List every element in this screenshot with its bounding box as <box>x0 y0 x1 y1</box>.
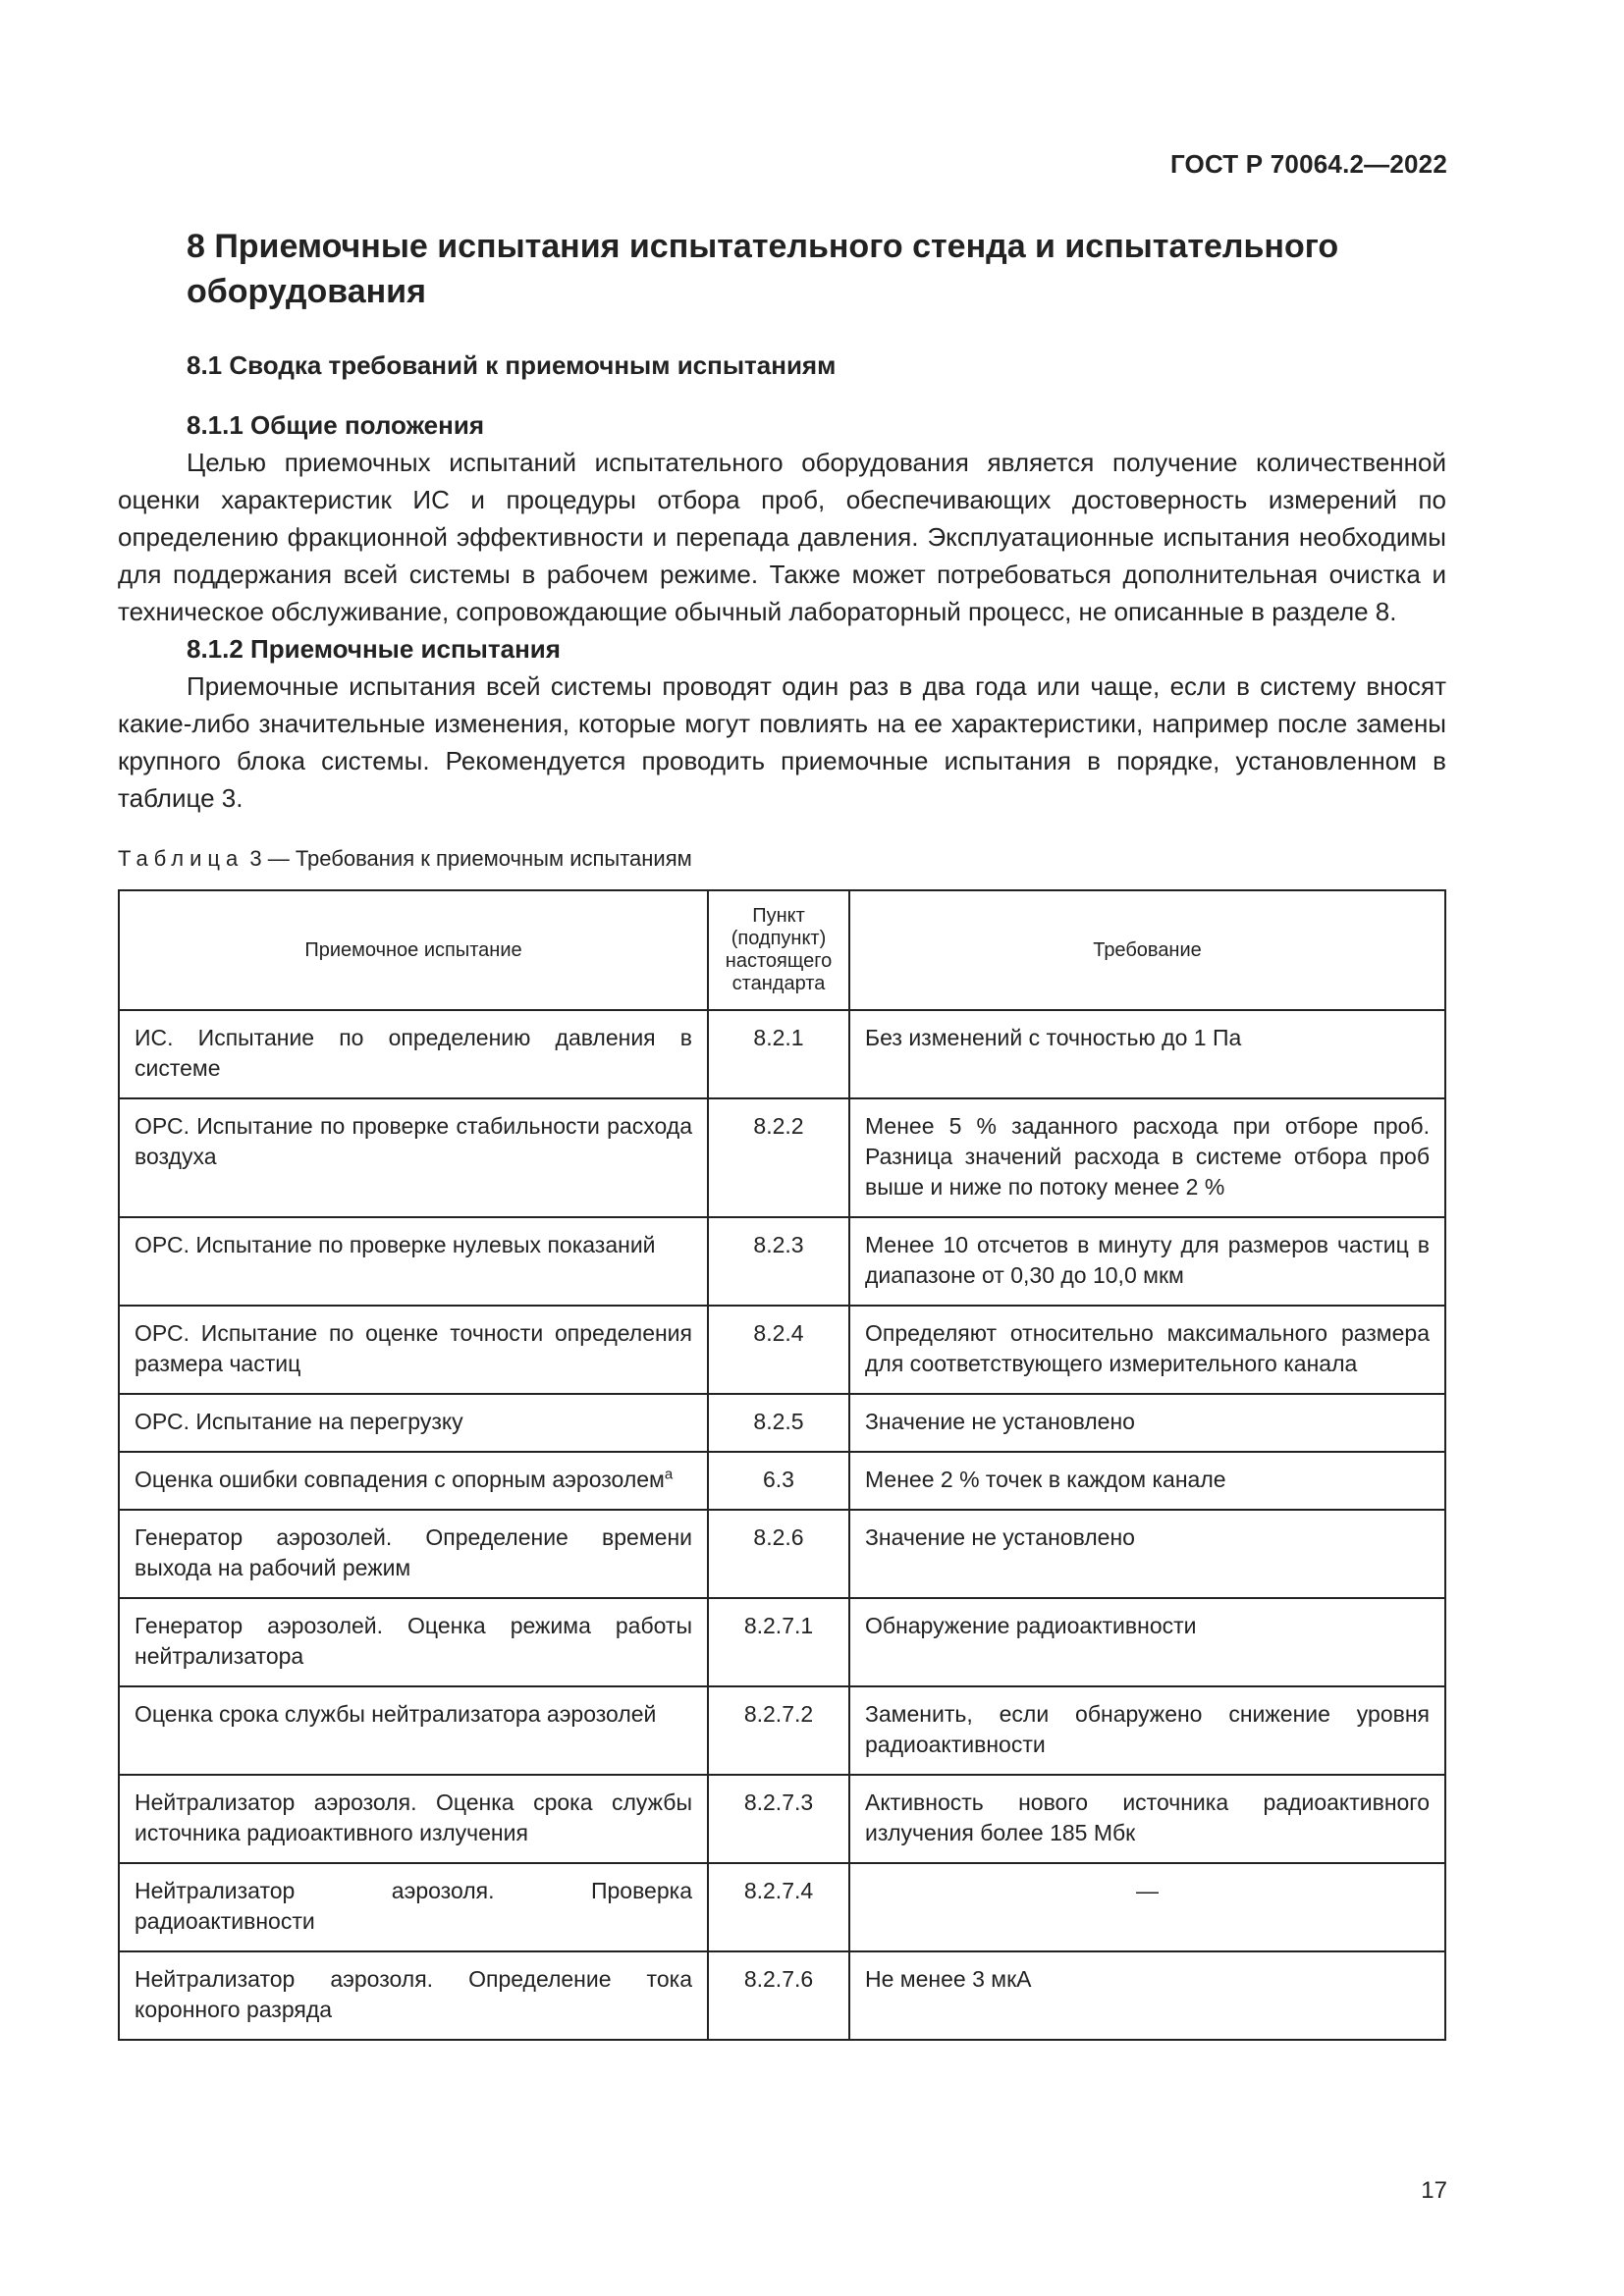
cell-requirement: Значение не установлено <box>849 1510 1445 1598</box>
cell-requirement: Менее 5 % заданного расхода при отборе проб. Разница значений расхода в системе отбора проб выше и ниже по потоку менее 2 % <box>849 1098 1445 1217</box>
table-row <box>119 1394 1445 1452</box>
cell-test-text: Оценка ошибки совпадения с опорным аэрозолем <box>135 1467 665 1492</box>
subsection-title: 8.1 Сводка требований к приемочным испытаниям <box>187 350 837 380</box>
table-row <box>119 1951 1445 2040</box>
cell-requirement: Менее 2 % точек в каждом канале <box>849 1452 1445 1510</box>
table-row <box>119 1686 1445 1775</box>
cell-test: Генератор аэрозолей. Определение времени выхода на рабочий режим <box>119 1510 708 1598</box>
cell-clause: 8.2.4 <box>708 1306 849 1394</box>
cell-requirement: Без изменений с точностью до 1 Па <box>849 1010 1445 1098</box>
cell-clause: 8.2.5 <box>708 1394 849 1452</box>
table-row <box>119 1452 1445 1510</box>
cell-clause: 8.2.7.1 <box>708 1598 849 1686</box>
cell-requirement: Обнаружение радиоактивности <box>849 1598 1445 1686</box>
cell-requirement: Активность нового источника радиоактивного излучения более 185 Мбк <box>849 1775 1445 1863</box>
header-requirement: Требование <box>849 890 1445 1010</box>
cell-clause: 8.2.6 <box>708 1510 849 1598</box>
page-number: 17 <box>1421 2177 1447 2204</box>
cell-clause: 8.2.7.2 <box>708 1686 849 1775</box>
cell-test: ОРС. Испытание по оценке точности определения размера частиц <box>119 1306 708 1394</box>
cell-test: Нейтрализатор аэрозоля. Определение тока коронного разряда <box>119 1951 708 2040</box>
table-header-row <box>119 890 1445 1010</box>
cell-test: ОРС. Испытание на перегрузку <box>119 1394 708 1452</box>
cell-test <box>119 1452 708 1510</box>
table-row <box>119 1306 1445 1394</box>
cell-requirement: — <box>849 1863 1445 1951</box>
cell-requirement: Определяют относительно максимального размера для соответствующего измерительного канала <box>849 1306 1445 1394</box>
cell-clause: 8.2.7.4 <box>708 1863 849 1951</box>
footnote-marker: а <box>664 1466 674 1483</box>
table-row <box>119 1598 1445 1686</box>
cell-test: ИС. Испытание по определению давления в системе <box>119 1010 708 1098</box>
cell-clause: 8.2.3 <box>708 1217 849 1306</box>
cell-clause: 8.2.2 <box>708 1098 849 1217</box>
header-test: Приемочное испытание <box>119 890 708 1010</box>
table-caption-text: 3 — Требования к приемочным испытаниям <box>244 846 692 871</box>
table-row <box>119 1217 1445 1306</box>
table-row <box>119 1098 1445 1217</box>
page-content <box>118 224 1446 2041</box>
clause-title-acceptance: 8.1.2 Приемочные испытания <box>187 634 561 664</box>
cell-test: Нейтрализатор аэрозоля. Оценка срока службы источника радиоактивного излучения <box>119 1775 708 1863</box>
table-row <box>119 1010 1445 1098</box>
requirements-table <box>118 889 1446 2041</box>
cell-clause: 8.2.1 <box>708 1010 849 1098</box>
table-row <box>119 1863 1445 1951</box>
table-caption <box>118 844 1446 874</box>
table-caption-label: Таблица <box>118 846 244 871</box>
cell-clause: 8.2.7.6 <box>708 1951 849 2040</box>
cell-test: Генератор аэрозолей. Оценка режима работы нейтрализатора <box>119 1598 708 1686</box>
table-row <box>119 1510 1445 1598</box>
cell-clause: 8.2.7.3 <box>708 1775 849 1863</box>
cell-requirement: Менее 10 отсчетов в минуту для размеров частиц в диапазоне от 0,30 до 10,0 мкм <box>849 1217 1445 1306</box>
cell-test: Оценка срока службы нейтрализатора аэрозолей <box>119 1686 708 1775</box>
clause-title-general: 8.1.1 Общие положения <box>187 410 484 440</box>
standard-code: ГОСТ Р 70064.2—2022 <box>1169 149 1447 179</box>
table-row <box>119 1775 1445 1863</box>
cell-requirement: Значение не установлено <box>849 1394 1445 1452</box>
clause-text-acceptance: Приемочные испытания всей системы проводят один раз в два года или чаще, если в систему вносят какие-либо значительные изменения, которые могут повлиять на ее характеристики, например после замены крупного блока системы. Рекомендуется проводить приемочные испытания в порядке, установленном в таблице 3. <box>118 671 1446 813</box>
header-clause: Пункт (подпункт) настоящего стандарта <box>708 890 849 1010</box>
cell-test: ОРС. Испытание по проверке стабильности расхода воздуха <box>119 1098 708 1217</box>
section-title: 8 Приемочные испытания испытательного стенда и испытательного оборудования <box>187 228 1339 310</box>
clause-text-general: Целью приемочных испытаний испытательного оборудования является получение количественной оценки характеристик ИС и процедуры отбора проб, обеспечивающих достоверность измерений по определению фракционной эффективности и перепада давления. Эксплуатационные испытания необходимы для поддержания всей системы в рабочем режиме. Также может потребоваться дополнительная очистка и техническое обслуживание, сопровождающие обычный лабораторный процесс, не описанные в разделе 8. <box>118 448 1446 626</box>
cell-test: Нейтрализатор аэрозоля. Проверка радиоактивности <box>119 1863 708 1951</box>
cell-requirement: Не менее 3 мкА <box>849 1951 1445 2040</box>
cell-clause: 6.3 <box>708 1452 849 1510</box>
cell-requirement: Заменить, если обнаружено снижение уровня радиоактивности <box>849 1686 1445 1775</box>
cell-test: ОРС. Испытание по проверке нулевых показаний <box>119 1217 708 1306</box>
